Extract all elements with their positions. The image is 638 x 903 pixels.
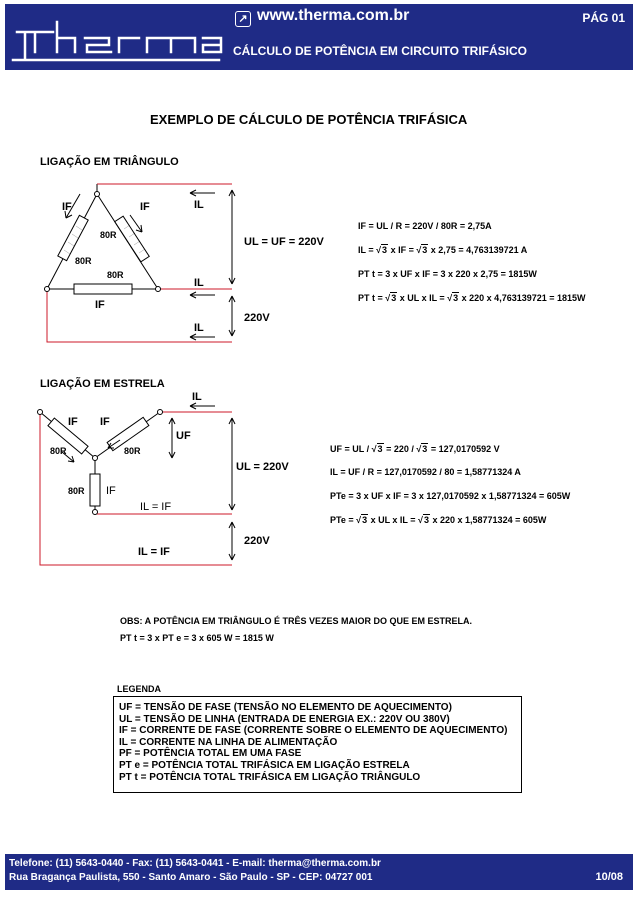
footer-date: 10/08 [595,871,623,883]
star-eq-pte2: PTe = √3 x UL x IL = √3 x 220 x 1,58771324 = 605W [330,515,547,525]
page-footer [5,854,633,890]
footer-address: Rua Bragança Paulista, 550 - Santo Amaro - São Paulo - SP - CEP: 04727 001 [9,872,373,883]
page-number: PÁG 01 [582,11,625,25]
external-link-icon[interactable]: ↗ [235,11,251,27]
legend-item: PT t = POTÊNCIA TOTAL TRIFÁSICA EM LIGAÇÃO TRIÂNGULO [119,771,421,783]
triangle-eq-il: IL = √3 x IF = √3 x 2,75 = 4,763139721 A [358,245,528,255]
star-r3: 80R [68,486,85,496]
star-ul: UL = 220V [236,461,289,473]
triangle-eq-if: IF = UL / R = 220V / 80R = 2,75A [358,221,492,231]
legend-item: PF = POTÊNCIA TOTAL EM UMA FASE [119,748,302,760]
star-r2: 80R [124,446,141,456]
legend-item: IF = CORRENTE DE FASE (CORRENTE SOBRE O ELEMENTO DE AQUECIMENTO) [119,725,508,737]
document-subtitle: CÁLCULO DE POTÊNCIA EM CIRCUITO TRIFÁSICO [233,44,527,58]
star-220v: 220V [244,535,270,547]
triangle-r1: 80R [100,230,117,240]
legend-item: IL = CORRENTE NA LINHA DE ALIMENTAÇÃO [119,736,338,748]
star-eq-il: IL = UF / R = 127,0170592 / 80 = 1,58771324 A [330,467,521,477]
star-if-bottom: IF [106,485,116,497]
website-url[interactable]: www.therma.com.br [257,7,410,24]
legend-item: UL = TENSÃO DE LINHA (ENTRADA DE ENERGIA EX.: 220V OU 380V) [119,713,450,725]
star-r1: 80R [50,446,67,456]
star-uf: UF [176,430,191,442]
legend-box [113,696,522,793]
triangle-il-mid: IL [194,277,204,289]
triangle-eq-pt1: PT t = 3 x UF x IF = 3 x 220 x 2,75 = 1815W [358,269,537,279]
triangle-if-bottom: IF [95,299,105,311]
triangle-if-left: IF [62,201,72,213]
triangle-heading: LIGAÇÃO EM TRIÂNGULO [40,156,179,168]
triangle-ul: UL = UF = 220V [244,236,324,248]
legend-item: UF = TENSÃO DE FASE (TENSÃO NO ELEMENTO DE AQUECIMENTO) [119,702,452,713]
triangle-220v: 220V [244,312,270,324]
legend-item: PT e = POTÊNCIA TOTAL TRIFÁSICA EM LIGAÇÃO ESTRELA [119,759,410,771]
triangle-il-top: IL [194,199,204,211]
triangle-r3: 80R [107,270,124,280]
legend-heading: LEGENDA [117,684,162,694]
star-il-if-bot: IL = IF [138,546,170,558]
star-eq-uf: UF = UL / √3 = 220 / √3 = 127,0170592 V [330,444,500,454]
triangle-if-right: IF [140,201,150,213]
star-heading: LIGAÇÃO EM ESTRELA [40,378,165,390]
star-eq-pte1: PTe = 3 x UF x IF = 3 x 127,0170592 x 1,58771324 = 605W [330,491,571,501]
triangle-eq-pt2: PT t = √3 x UL x IL = √3 x 220 x 4,763139721 = 1815W [358,293,586,303]
obs-line-2: PT t = 3 x PT e = 3 x 605 W = 1815 W [120,633,274,643]
page-title: EXEMPLO DE CÁLCULO DE POTÊNCIA TRIFÁSICA [150,112,468,127]
star-if-left: IF [68,416,78,428]
footer-contact: Telefone: (11) 5643-0440 - Fax: (11) 5643-0441 - E-mail: therma@therma.com.br [9,858,381,869]
triangle-il-bot: IL [194,322,204,334]
star-if-right: IF [100,416,110,428]
triangle-r2: 80R [75,256,92,266]
star-il-top: IL [192,391,202,403]
obs-line-1: OBS: A POTÊNCIA EM TRIÂNGULO É TRÊS VEZES MAIOR DO QUE EM ESTRELA. [120,616,473,626]
star-il-if-mid: IL = IF [140,501,172,513]
